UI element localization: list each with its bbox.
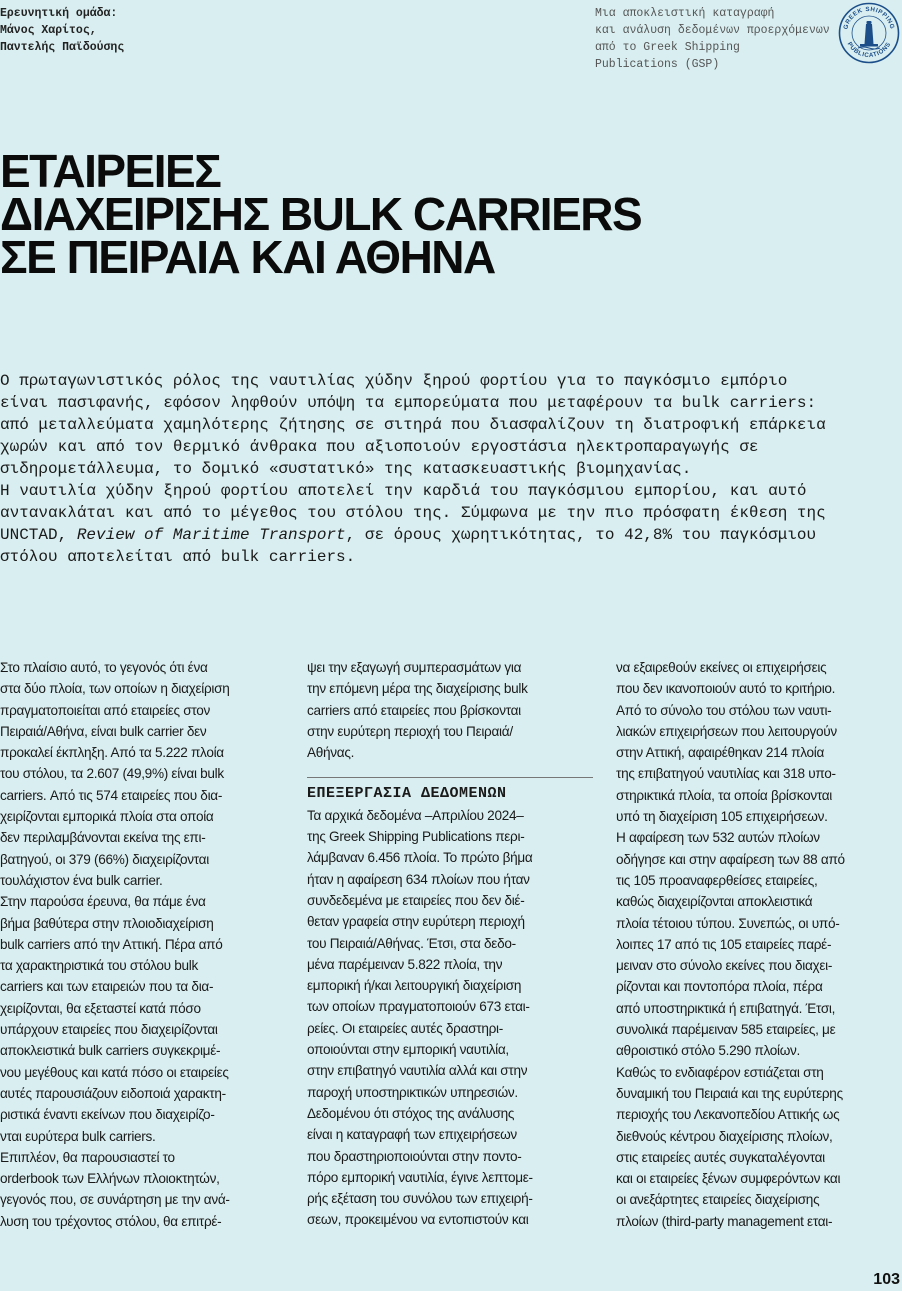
text-line: λιακών επιχειρήσεων που λειτουργούν: [616, 723, 837, 739]
text-line: πραγματοποιείται από εταιρείες στον: [0, 702, 211, 718]
svg-text:GREEK SHIPPING: GREEK SHIPPING: [842, 5, 896, 31]
lead-line: είναι πασιφανής, εφόσον ληφθούν υπόψη τα εμπορεύματα που μεταφέρουν τα bulk carriers:: [0, 394, 817, 412]
text-line: orderbook των Ελλήνων πλοιοκτητών,: [0, 1171, 220, 1187]
text-line: αποκλειστικά bulk carriers συγκεκριμέ-: [0, 1043, 221, 1059]
blurb-line: Publications (GSP): [595, 58, 720, 71]
body-column-1: [0, 657, 286, 1232]
lead-line: στόλου αποτελείται από bulk carriers.: [0, 548, 356, 566]
title-line: ΔΙΑΧΕΙΡΙΣΗΣ BULK CARRIERS: [0, 188, 642, 240]
text-line: στην ευρύτερη περιοχή του Πειραιά/: [307, 723, 513, 739]
text-line: οδήγησε και στην αφαίρεση των 88 από: [616, 851, 845, 867]
text-line: των οποίων πραγματοποιούν 673 εται-: [307, 999, 530, 1015]
text-line: περιοχής του Λεκανοπεδίου Αττικής ως: [616, 1107, 840, 1123]
text-line: ήταν η αφαίρεση 634 πλοίων που ήταν: [307, 871, 530, 887]
column-2-intro: [307, 657, 593, 763]
body-column-2: [307, 657, 593, 1231]
text-line: Τα αρχικά δεδομένα –Απριλίου 2024–: [307, 807, 524, 823]
text-line: την επόμενη μέρα της διαχείρισης bulk: [307, 681, 528, 697]
lead-line: αντανακλάται και από το μέγεθος του στόλου της. Σύμφωνα με την πιο πρόσφατη έκθεση της: [0, 504, 826, 522]
lead-text: UNCTAD,: [0, 526, 77, 544]
text-line: εμπορική ή/και λειτουργική διαχείριση: [307, 978, 522, 994]
research-team: [0, 5, 124, 56]
text-line: στην επιβατηγό ναυτιλία αλλά και στην: [307, 1063, 528, 1079]
text-line: είναι η καταγραφή των επιχειρήσεων: [307, 1127, 517, 1143]
text-line: bulk carriers από την Αττική. Πέρα από: [0, 936, 223, 952]
lead-line: από μεταλλεύματα χαμηλότερης ζήτησης σε σιτηρά που διασφαλίζουν τη διατροφική επάρκεια: [0, 416, 826, 434]
text-line: τουλάχιστον ένα bulk carrier.: [0, 872, 163, 888]
text-line: νου μεγέθους και κατά πόσο οι εταιρείες: [0, 1064, 229, 1080]
title-line: ΣΕ ΠΕΙΡΑΙΑ ΚΑΙ ΑΘΗΝΑ: [0, 231, 495, 283]
gsp-logo: [838, 2, 900, 64]
lead-line: Η ναυτιλία χύδην ξηρού φορτίου αποτελεί την καρδιά του παγκόσμιου εμπορίου, και αυτό: [0, 482, 807, 500]
report-title: Review of Maritime Transport: [76, 526, 346, 544]
text-line: Καθώς το ενδιαφέρον εστιάζεται στη: [616, 1064, 824, 1080]
text-line: της Greek Shipping Publications περι-: [307, 829, 525, 845]
text-line: Επιπλέον, θα παρουσιαστεί το: [0, 1149, 175, 1165]
lead-line: χωρών και από τον θερμικό άνθρακα που αξιοποιούν εργοστάσια ηλεκτροπαραγωγής σε: [0, 438, 759, 456]
column-2-body: [307, 805, 593, 1231]
text-line: Από το σύνολο του στόλου των ναυτι-: [616, 702, 832, 718]
lead-line: [0, 524, 902, 546]
lead-text: , σε όρους χωρητικότητας, το 42,8% του παγκόσμιου: [345, 526, 817, 544]
text-line: του Πειραιά/Αθήνας. Έτσι, στα δεδο-: [307, 935, 516, 951]
text-line: τα χαρακτηριστικά του στόλου bulk: [0, 958, 198, 974]
text-line: της επιβατηγού ναυτιλίας και 318 υπο-: [616, 766, 836, 782]
team-member: Παντελής Παϊδούσης: [0, 41, 125, 54]
text-line: οι ανεξάρτητες εταιρείες διαχείρισης: [616, 1192, 820, 1208]
text-line: οποιούνται στην εμπορική ναυτιλία,: [307, 1042, 509, 1058]
title-line: ΕΤΑΙΡΕΙΕΣ: [0, 145, 221, 197]
text-line: στην Αττική, αφαιρέθηκαν 214 πλοία: [616, 745, 825, 761]
lead-paragraph: [0, 370, 902, 568]
text-line: Αθήνας.: [307, 745, 355, 761]
text-line: ρίζονται και ποντοπόρα πλοία, πέρα: [616, 979, 823, 995]
text-line: και οι εταιρείες ξένων συμφερόντων και: [616, 1171, 841, 1187]
text-line: δεν περιλαμβάνονται εκείνα της επι-: [0, 830, 206, 846]
text-line: θεταν γραφεία στην ευρύτερη περιοχή: [307, 914, 525, 930]
blurb-line: Μια αποκλειστική καταγραφή: [595, 7, 775, 20]
text-line: στα δύο πλοία, των οποίων η διαχείριση: [0, 681, 230, 697]
text-line: Η αφαίρεση των 532 αυτών πλοίων: [616, 830, 820, 846]
text-line: πλοίων (third-party management εται-: [616, 1213, 833, 1229]
text-line: που δεν ικανοποιούν αυτό το κριτήριο.: [616, 681, 836, 697]
text-line: μειναν στο σύνολο εκείνες που διαχει-: [616, 958, 833, 974]
blurb-line: από το Greek Shipping: [595, 41, 740, 54]
text-line: συνολικά παρέμειναν 585 εταιρείες, με: [616, 1022, 836, 1038]
text-line: Δεδομένου ότι στόχος της ανάλυσης: [307, 1105, 515, 1121]
source-blurb: [595, 5, 830, 73]
text-line: carriers. Από τις 574 εταιρείες που δια-: [0, 787, 223, 803]
text-line: Στο πλαίσιο αυτό, το γεγονός ότι ένα: [0, 660, 208, 675]
text-line: να εξαιρεθούν εκείνες οι επιχειρήσεις: [616, 660, 827, 675]
svg-text:PUBLICATIONS: PUBLICATIONS: [845, 40, 893, 60]
text-line: υπό τη διαχείριση 105 επιχειρήσεων.: [616, 809, 828, 825]
page-number: 103: [873, 1271, 900, 1288]
text-line: υπάρχουν εταιρείες που διαχειρίζονται: [0, 1022, 218, 1038]
text-line: προκαλεί έκπληξη. Από τα 5.222 πλοία: [0, 745, 224, 761]
lead-line: Ο πρωταγωνιστικός ρόλος της ναυτιλίας χύδην ξηρού φορτίου για το παγκόσμιο εμπόριο: [0, 372, 788, 390]
text-line: ρείες. Οι εταιρείες αυτές δραστηρι-: [307, 1020, 503, 1036]
text-line: δυναμική του Πειραιά και της ευρύτερης: [616, 1085, 843, 1101]
text-line: λυση του τρέχοντος στόλου, θα επιτρέ-: [0, 1213, 222, 1229]
text-line: Στην παρούσα έρευνα, θα πάμε ένα: [0, 894, 206, 910]
text-line: πόρο εμπορική ναυτιλία, έγινε λεπτομε-: [307, 1169, 533, 1185]
text-line: λοιπες 17 από τις 105 εταιρείες παρέ-: [616, 936, 832, 952]
text-line: στηρικτικά πλοία, τα οποία βρίσκονται: [616, 787, 832, 803]
team-member: Μάνος Χαρίτος,: [0, 24, 97, 37]
section-divider: [307, 777, 593, 778]
text-line: καθώς διαχειρίζονται αποκλειστικά: [616, 894, 813, 910]
text-line: carriers και των εταιρειών που τα δια-: [0, 979, 214, 995]
text-line: συνδεδεμένα με εταιρείες που δεν διέ-: [307, 892, 525, 908]
text-line: Πειραιά/Αθήνα, είναι bulk carrier δεν: [0, 723, 207, 739]
text-line: του στόλου, τα 2.607 (49,9%) είναι bulk: [0, 766, 224, 782]
text-line: που δραστηριοποιούνται στην ποντο-: [307, 1148, 522, 1164]
text-line: χειρίζονται εμπορικά πλοία στα οποία: [0, 809, 214, 825]
text-line: λάμβαναν 6.456 πλοία. Το πρώτο βήμα: [307, 850, 533, 866]
text-line: γεγονός που, σε συνάρτηση με την ανά-: [0, 1192, 230, 1208]
section-heading: ΕΠΕΞΕΡΓΑΣΙΑ ΔΕΔΟΜΕΝΩΝ: [307, 785, 507, 803]
text-line: βήμα βαθύτερα στην πλοιοδιαχείριση: [0, 915, 214, 931]
text-line: νται ευρύτερα bulk carriers.: [0, 1128, 156, 1144]
text-line: τις 105 προαναφερθείσες εταιρείες,: [616, 872, 818, 888]
text-line: βατηγού, οι 379 (66%) διαχειρίζονται: [0, 851, 209, 867]
text-line: αθροιστικό στόλο 5.290 πλοίων.: [616, 1043, 801, 1059]
page-title: [0, 145, 902, 283]
text-line: χειρίζονται, θα εξεταστεί κατά πόσο: [0, 1000, 201, 1016]
text-line: παροχή υποστηρικτικών υπηρεσιών.: [307, 1084, 518, 1100]
text-line: carriers από εταιρείες που βρίσκονται: [307, 702, 521, 718]
text-line: διεθνούς κέντρου διαχείρισης πλοίων,: [616, 1128, 833, 1144]
lead-line: σιδηρομετάλλευμα, το δομικό «συστατικό» της κατασκευαστικής βιομηχανίας.: [0, 460, 692, 478]
text-line: από υποστηρικτικά ή επιβατηγά. Έτσι,: [616, 1000, 836, 1016]
text-line: στις εταιρείες αυτές συγκαταλέγονται: [616, 1149, 825, 1165]
text-line: μένα παρέμειναν 5.822 πλοία, την: [307, 956, 503, 972]
text-line: ψει την εξαγωγή συμπερασμάτων για: [307, 660, 522, 675]
body-column-3: [616, 657, 902, 1232]
team-label: Ερευνητική ομάδα:: [0, 7, 118, 20]
text-line: πλοία τέτοιου τύπου. Συνεπώς, οι υπό-: [616, 915, 840, 931]
text-line: σεων, προκειμένου να εντοπιστούν και: [307, 1212, 529, 1228]
blurb-line: και ανάλυση δεδομένων προερχόμενων: [595, 24, 830, 37]
text-line: αυτές παρουσιάζουν ειδοποιά χαρακτη-: [0, 1085, 226, 1101]
text-line: ριστικά έναντι εκείνων που διαχειρίζο-: [0, 1107, 215, 1123]
text-line: ρής εξέταση του συνόλου των επιχειρή-: [307, 1191, 533, 1207]
